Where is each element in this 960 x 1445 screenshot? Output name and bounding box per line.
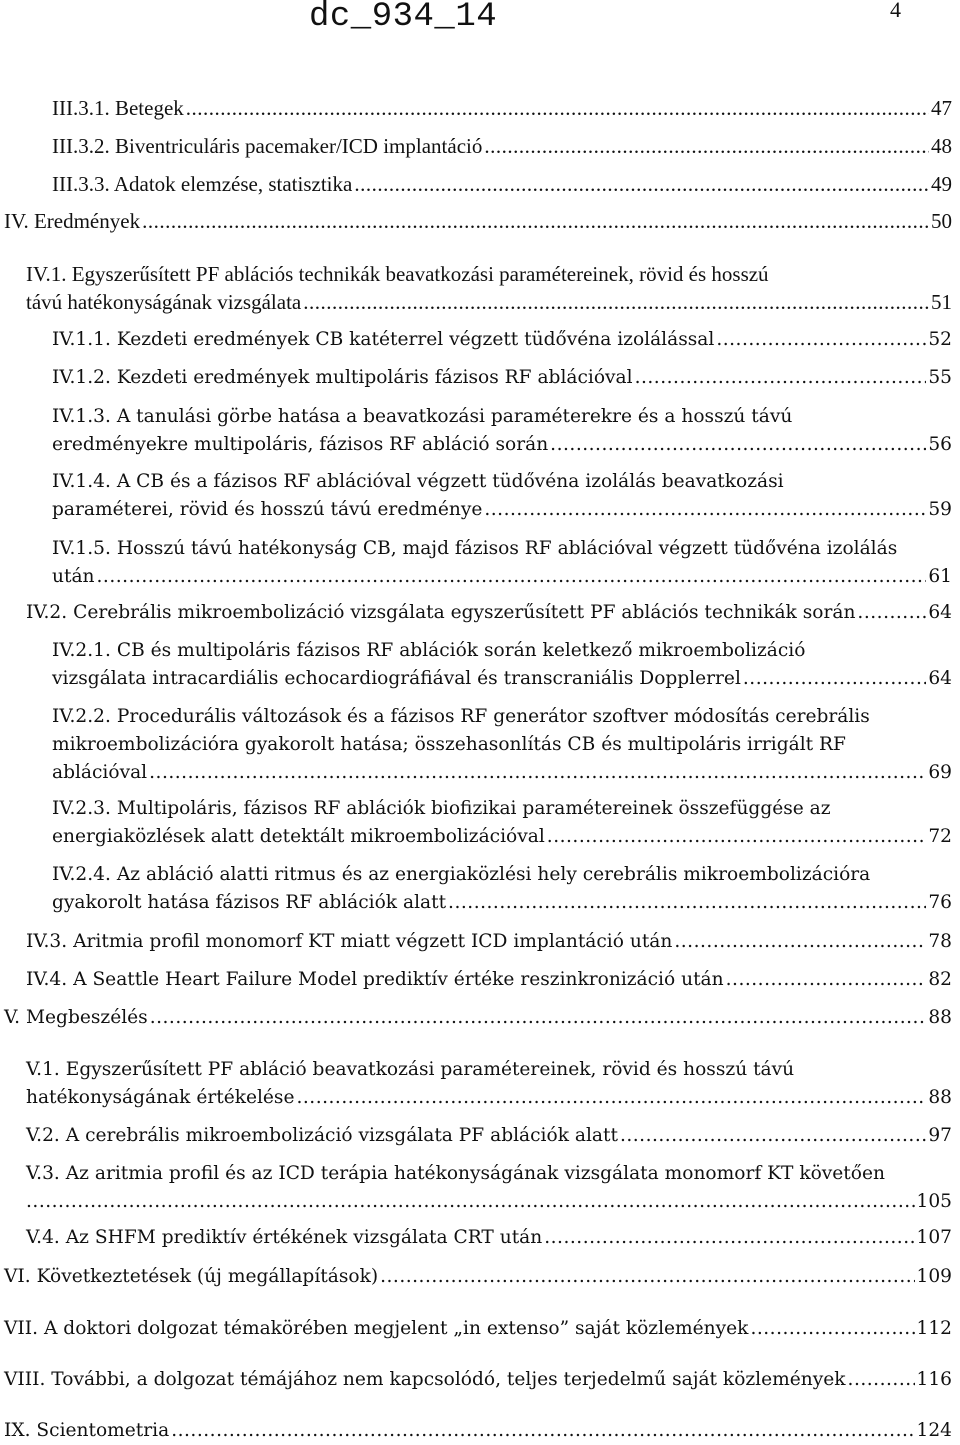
toc-entry-iii-3-3[interactable] [52, 170, 952, 198]
toc-page: 59 [928, 499, 952, 520]
toc-entry-iv-2-2[interactable] [52, 703, 952, 787]
toc-page: 116 [916, 1369, 952, 1390]
toc-page: 48 [931, 134, 952, 158]
toc-number: VIII. [4, 1369, 46, 1390]
toc-title: A Seattle Heart Failure Model prediktív értéke reszinkronizáció után [73, 969, 724, 990]
toc-number: IV.1.3. [52, 406, 111, 427]
toc-entry-v-4[interactable] [26, 1224, 952, 1252]
toc-entry-iv-2[interactable] [26, 599, 952, 627]
toc-title: Következtetések (új megállapítások) [36, 1266, 379, 1287]
toc-entry-v-3[interactable] [26, 1160, 952, 1216]
toc-title-line-1: Egyszerűsített PF abláció beavatkozási paramétereinek, rövid és hosszú távú [65, 1059, 795, 1080]
toc-title-line-2: gyakorolt hatása fázisos RF ablációk alatt [52, 892, 447, 913]
toc-number: IV.1. [26, 262, 67, 286]
toc-page: 56 [928, 434, 952, 455]
toc-entry-vii[interactable] [4, 1315, 952, 1343]
toc-entry-iv-4[interactable] [26, 966, 952, 994]
toc-title: Az aritmia profil és az ICD terápia hatékonyságának vizsgálata monomorf KT követően [65, 1163, 885, 1184]
toc-number: IV.3. [26, 931, 68, 952]
toc-page: 64 [928, 602, 952, 623]
toc-title-line-2: hatékonyságának értékelése [26, 1087, 295, 1108]
toc-title-line-1: A tanulási görbe hatása a beavatkozási paraméterekre és a hosszú távú [116, 406, 793, 427]
toc-number: IV. [4, 209, 29, 233]
toc-page: 76 [928, 892, 952, 913]
toc-page: 50 [931, 209, 952, 233]
toc-title: Aritmia profil monomorf KT miatt végzett ICD implantáció után [73, 931, 673, 952]
toc-page: 64 [928, 668, 952, 689]
toc-page: 61 [928, 566, 952, 587]
toc-number: V.2. [26, 1125, 60, 1146]
toc-number: V. [4, 1007, 21, 1028]
toc-title: Eredmények [33, 209, 141, 233]
toc-leader-dots [448, 889, 926, 917]
toc-number: IV.2.3. [52, 798, 111, 819]
toc-title-line-1: Egyszerűsített PF ablációs technikák beavatkozási paramétereinek, rövid és hosszú [71, 262, 769, 286]
toc-number: IV.2.4. [52, 864, 111, 885]
toc-leader-dots [848, 1366, 915, 1394]
toc-leader-dots [743, 665, 926, 693]
toc-page: 47 [931, 96, 952, 120]
toc-page: 51 [931, 290, 952, 314]
toc-entry-iv-1-2[interactable] [52, 364, 952, 392]
toc-title-line-2: távú hatékonyságának vizsgálata [26, 290, 302, 314]
toc-number: III.3.1. [52, 96, 110, 120]
toc-title-line-1: Procedurális változások és a fázisos RF generátor szoftver módosítás cerebrális [116, 706, 870, 727]
toc-leader-dots [354, 170, 929, 198]
toc-number: IV.1.5. [52, 538, 111, 559]
toc-entry-iii-3-1[interactable] [52, 94, 952, 122]
toc-leader-dots [150, 1004, 927, 1032]
toc-leader-dots [484, 496, 926, 524]
toc-leader-dots [550, 431, 926, 459]
toc-number: IV.1.1. [52, 329, 111, 350]
toc-entry-iv-2-1[interactable] [52, 637, 952, 693]
toc-leader-dots [171, 1417, 914, 1445]
toc-leader-dots [620, 1122, 926, 1150]
toc-title: A cerebrális mikroembolizáció vizsgálata PF ablációk alatt [65, 1125, 618, 1146]
toc-leader-dots [484, 132, 929, 160]
toc-page: 124 [916, 1420, 952, 1441]
toc-title: Adatok elemzése, statisztika [113, 172, 353, 196]
toc-title-line-2: paraméterei, rövid és hosszú távú eredménye [52, 499, 483, 520]
toc-entry-iii-3-2[interactable] [52, 132, 952, 160]
toc-title-line-1: A CB és a fázisos RF ablációval végzett tüdővéna izolálás beavatkozási [116, 471, 784, 492]
toc-leader-dots [149, 759, 926, 787]
toc-number: IV.2. [26, 602, 68, 623]
toc-entry-iv-1-4[interactable] [52, 468, 952, 524]
toc-leader-dots [26, 1188, 915, 1216]
toc-title: A doktori dolgozat témakörében megjelent „in extenso” saját közlemények [43, 1318, 749, 1339]
toc-title: További, a dolgozat témájához nem kapcsolódó, teljes terjedelmű saját közlemények [51, 1369, 846, 1390]
toc-leader-dots [547, 823, 927, 851]
toc-number: IV.2.2. [52, 706, 111, 727]
toc-leader-dots [857, 599, 926, 627]
toc-title-line-2: vizsgálata intracardiális echocardiográfiával és transcraniális Dopplerrel [52, 668, 741, 689]
toc-leader-dots [186, 94, 929, 122]
toc-page: 109 [916, 1266, 952, 1287]
toc-number: V.1. [26, 1059, 60, 1080]
toc-page: 112 [916, 1318, 952, 1339]
toc-number: III.3.3. [52, 172, 110, 196]
toc-entry-iv-1-1[interactable] [52, 326, 952, 354]
toc-page: 72 [928, 826, 952, 847]
toc-entry-v-1[interactable] [26, 1056, 952, 1112]
toc-entry-iv-1-5[interactable] [52, 535, 952, 591]
toc-page: 69 [928, 762, 952, 783]
toc-title: Scientometria [36, 1420, 170, 1441]
toc-page: 88 [928, 1087, 952, 1108]
toc-title: Betegek [114, 96, 184, 120]
toc-number: III.3.2. [52, 134, 110, 158]
toc-number: VII. [4, 1318, 39, 1339]
toc-title-line-1: Hosszú távú hatékonyság CB, majd fázisos RF ablációval végzett tüdővéna izolálás [116, 538, 898, 559]
toc-leader-dots [726, 966, 927, 994]
toc-leader-dots [674, 928, 926, 956]
toc-title: Megbeszélés [26, 1007, 148, 1028]
toc-entry-iv-1[interactable] [26, 260, 952, 316]
toc-entry-v[interactable] [4, 1004, 952, 1032]
toc-page: 55 [928, 367, 952, 388]
toc-title: Az SHFM prediktív értékének vizsgálata CRT után [65, 1227, 543, 1248]
toc-leader-dots [303, 288, 929, 316]
toc-number: IV.1.4. [52, 471, 111, 492]
toc-entry-iv-2-3[interactable] [52, 795, 952, 851]
toc-number: VI. [4, 1266, 31, 1287]
toc-title-line-1: Multipoláris, fázisos RF ablációk biofizikai paramétereinek összefüggése az [116, 798, 831, 819]
toc-leader-dots [97, 563, 927, 591]
toc-entry-v-2[interactable] [26, 1122, 952, 1150]
document-code: dc_934_14 [309, 0, 498, 36]
toc-entry-viii[interactable] [4, 1366, 952, 1394]
toc-title-line-2: után [52, 566, 95, 587]
toc-number: V.3. [26, 1163, 60, 1184]
toc-entry-vi[interactable] [4, 1263, 952, 1291]
toc-page: 107 [916, 1227, 952, 1248]
toc-page: 82 [928, 969, 952, 990]
toc-number: V.4. [26, 1227, 60, 1248]
toc-title-line-2: eredményekre multipoláris, fázisos RF abláció során [52, 434, 549, 455]
toc-page: 49 [931, 172, 952, 196]
toc-title: Cerebrális mikroembolizáció vizsgálata egyszerűsített PF ablációs technikák során [73, 602, 856, 623]
toc-leader-dots [380, 1263, 914, 1291]
toc-entry-iv[interactable] [4, 207, 952, 235]
page-number: 4 [890, 0, 901, 22]
toc-number: IV.2.1. [52, 640, 111, 661]
toc-leader-dots [296, 1084, 926, 1112]
toc-page: 105 [916, 1191, 952, 1212]
toc-page: 78 [928, 931, 952, 952]
toc-title: Kezdeti eredmények multipoláris fázisos RF ablációval [116, 367, 633, 388]
toc-title: Kezdeti eredmények CB katéterrel végzett tüdővéna izolálással [116, 329, 715, 350]
toc-number: IX. [4, 1420, 31, 1441]
toc-title-line-3: ablációval [52, 762, 148, 783]
toc-leader-dots [750, 1315, 914, 1343]
toc-title-line-2: mikroembolizációra gyakorolt hatása; összehasonlítás CB és multipoláris irrigált RF [52, 734, 846, 755]
toc-number: IV.1.2. [52, 367, 111, 388]
toc-entry-iv-1-3[interactable] [52, 403, 952, 459]
toc-title: Biventriculáris pacemaker/ICD implantáció [114, 134, 483, 158]
toc-page: 52 [928, 329, 952, 350]
toc-leader-dots [716, 326, 926, 354]
toc-entry-iv-2-4[interactable] [52, 861, 952, 917]
toc-entry-iv-3[interactable] [26, 928, 952, 956]
toc-leader-dots [142, 207, 929, 235]
toc-page: 88 [928, 1007, 952, 1028]
toc-leader-dots [544, 1224, 914, 1252]
toc-title-line-1: CB és multipoláris fázisos RF ablációk során keletkező mikroembolizáció [116, 640, 806, 661]
toc-page: 97 [928, 1125, 952, 1146]
toc-title-line-1: Az abláció alatti ritmus és az energiaközlési hely cerebrális mikroembolizációra [116, 864, 871, 885]
toc-title-line-2: energiaközlések alatt detektált mikroembolizációval [52, 826, 545, 847]
toc-entry-ix[interactable] [4, 1417, 952, 1445]
toc-number: IV.4. [26, 969, 68, 990]
toc-leader-dots [635, 364, 927, 392]
